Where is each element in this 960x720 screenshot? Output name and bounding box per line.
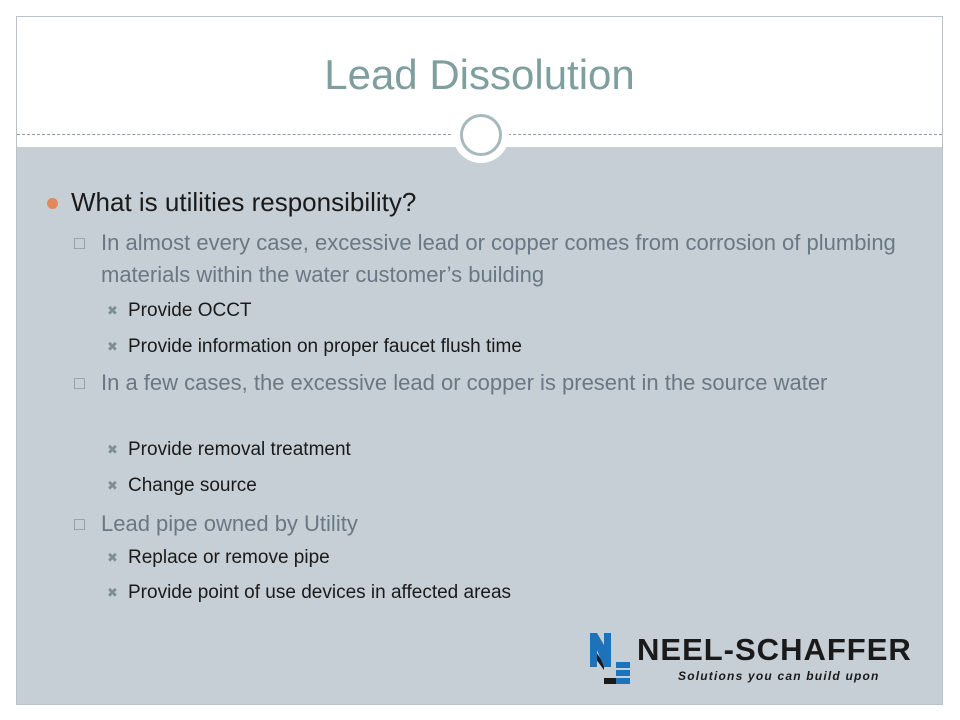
neel-schaffer-logo: [573, 632, 913, 688]
heading-bullet: What is utilities responsibility?: [71, 187, 416, 218]
slide: [16, 16, 943, 705]
action-item: ✖ Provide point of use devices in affected areas: [107, 582, 512, 603]
cross-icon: ✖: [107, 585, 118, 600]
cross-icon: ✖: [107, 442, 118, 457]
cross-icon: ✖: [107, 478, 118, 493]
ns-mark-icon: [573, 632, 633, 688]
action-item: ✖ Provide removal treatment: [107, 439, 351, 460]
circle-square-icon: □: [74, 233, 85, 253]
logo-tagline: Solutions you can build upon: [678, 669, 880, 683]
action-item: ✖ Provide information on proper faucet flush time: [107, 336, 522, 357]
slide-title: Lead Dissolution: [324, 51, 635, 98]
cross-icon: ✖: [107, 303, 118, 318]
cross-icon: ✖: [107, 550, 118, 565]
orange-dot-icon: [47, 198, 58, 209]
cross-icon: ✖: [107, 339, 118, 354]
point-item: □ In almost every case, excessive lead or copper comes from corrosion of plumbing materials within the water customer’s building: [101, 227, 921, 291]
action-item: ✖ Provide OCCT: [107, 300, 252, 321]
action-item: ✖ Replace or remove pipe: [107, 547, 330, 568]
ring-ornament-icon: [453, 107, 509, 163]
point-item: □ In a few cases, the excessive lead or copper is present in the source water: [101, 367, 921, 399]
logo-name: NEEL-SCHAFFER: [637, 632, 912, 667]
action-item: ✖ Change source: [107, 475, 257, 496]
circle-square-icon: □: [74, 373, 85, 393]
point-item: □ Lead pipe owned by Utility: [101, 508, 921, 540]
circle-square-icon: □: [74, 514, 85, 534]
